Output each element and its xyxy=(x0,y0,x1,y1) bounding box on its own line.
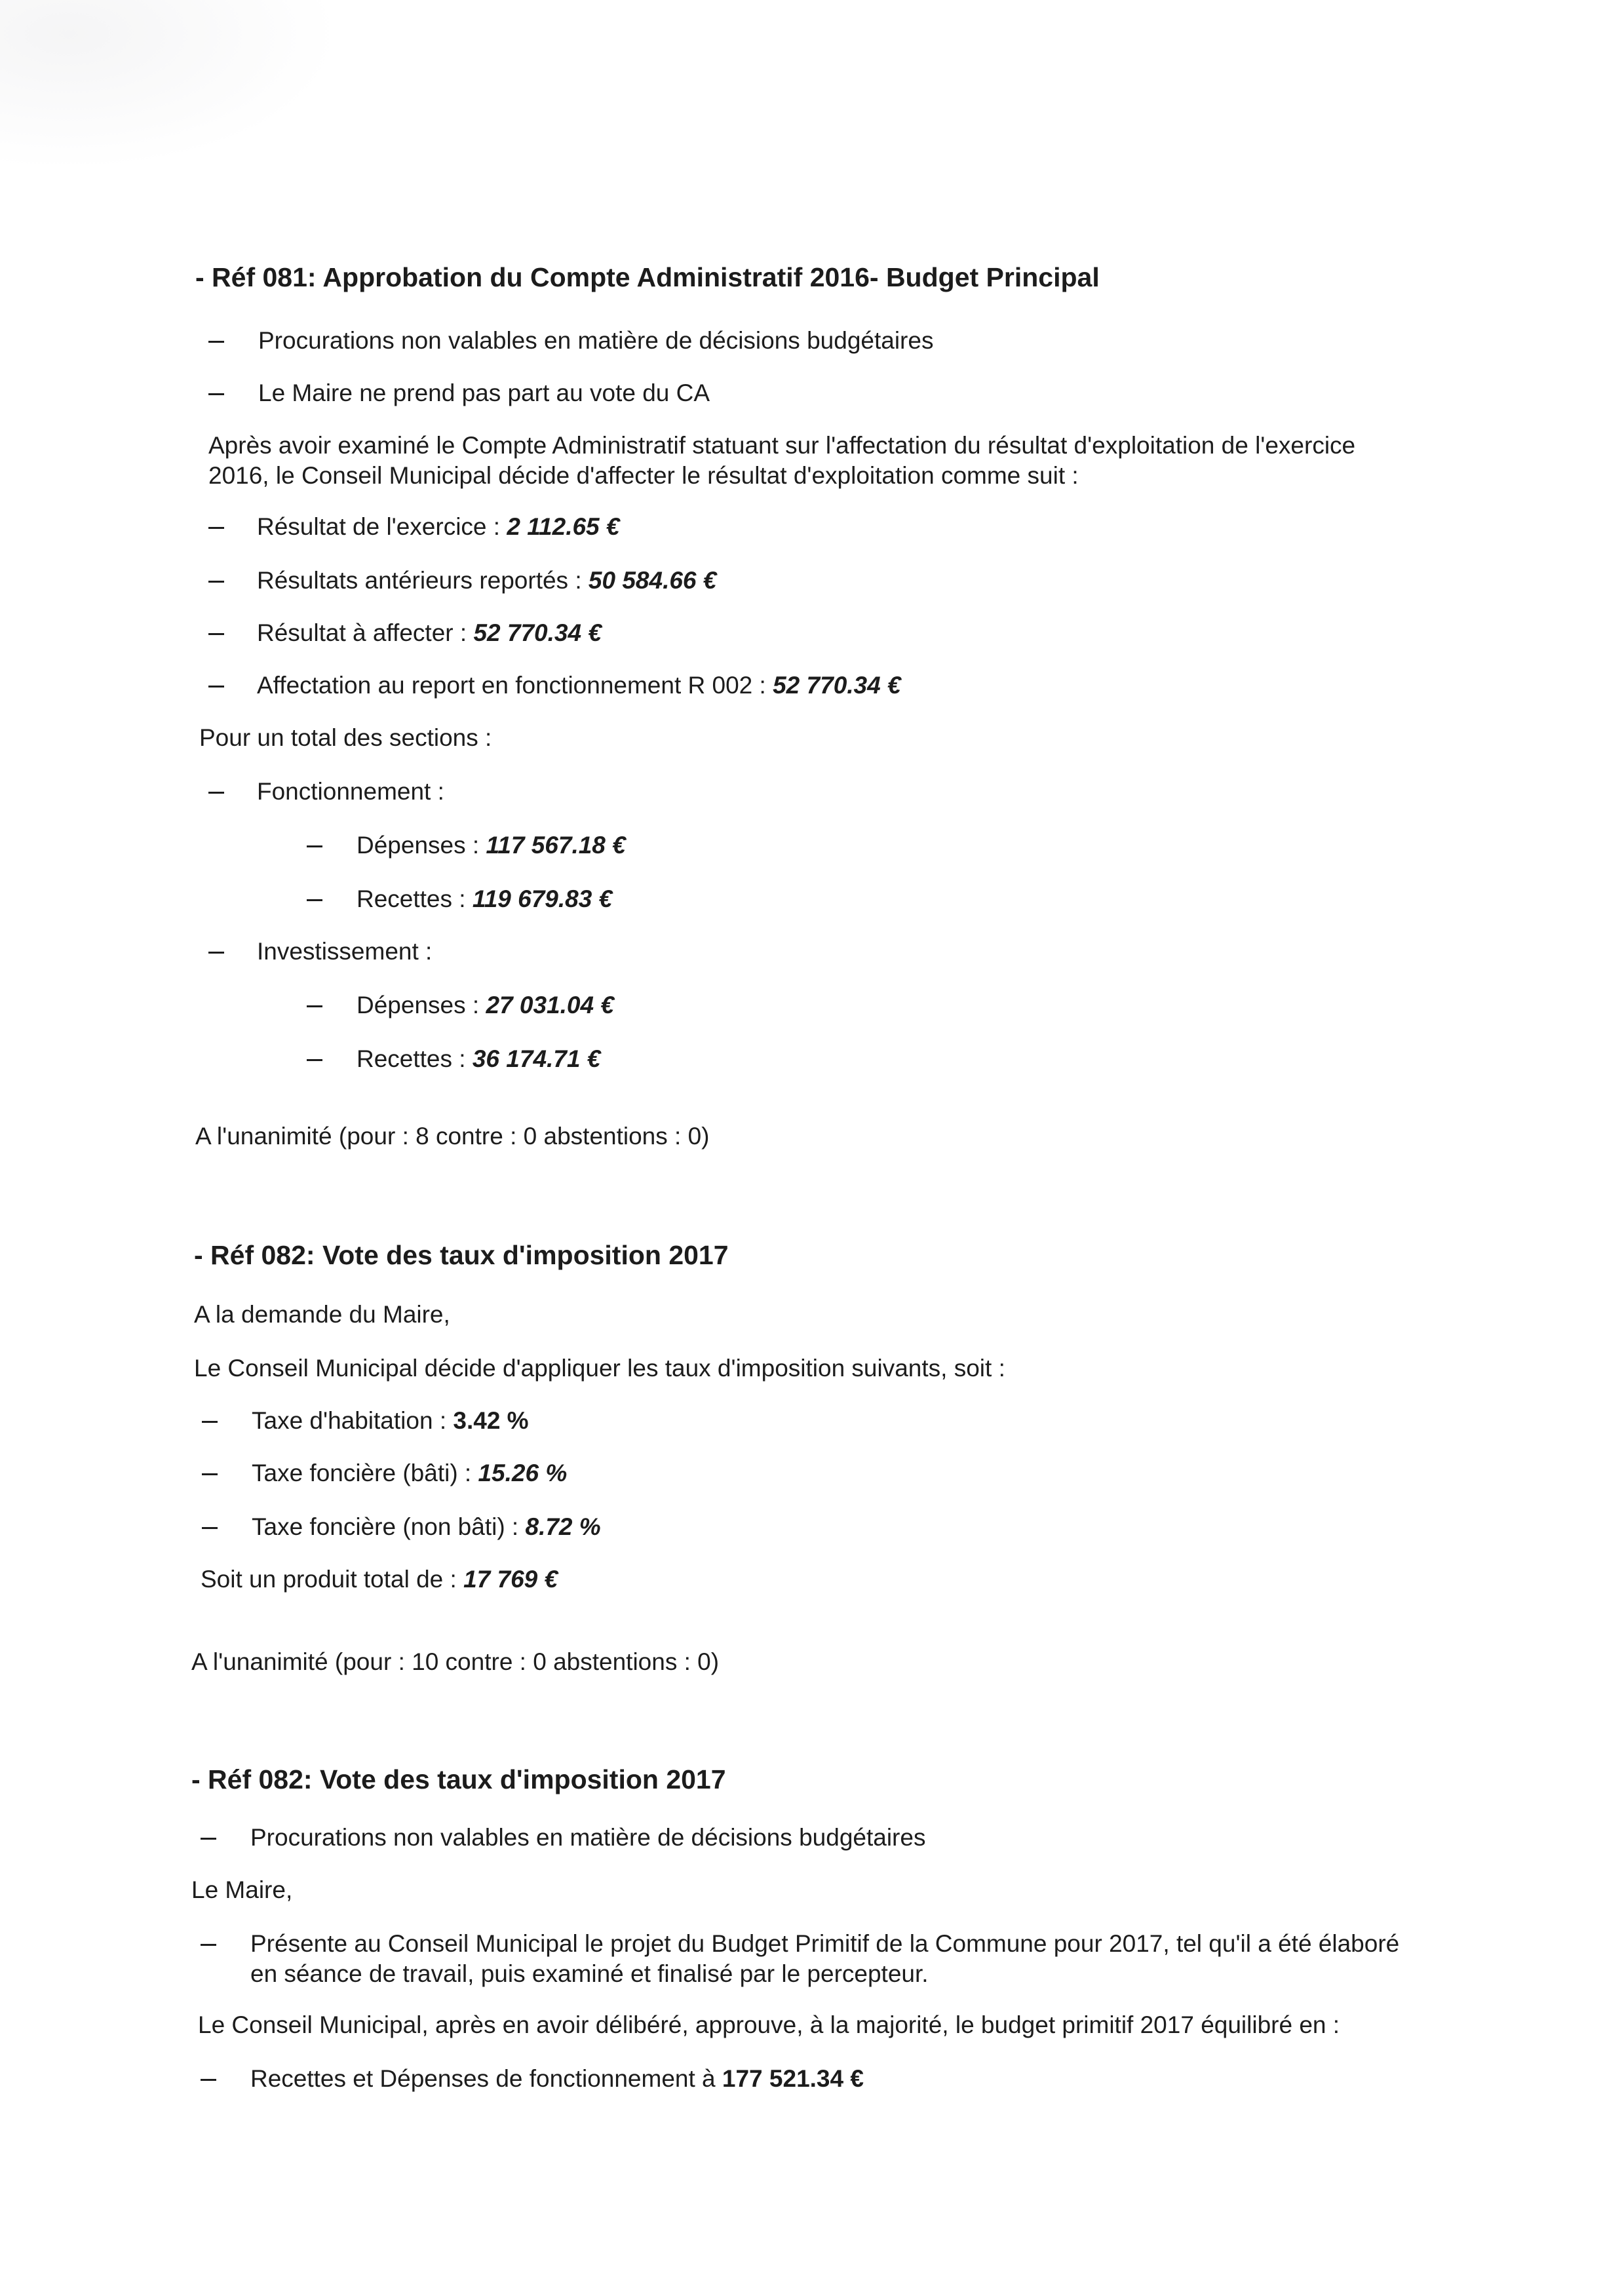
resultat-exercice-value: 2 112.65 € xyxy=(507,513,620,540)
resultats-anterieurs-value: 50 584.66 € xyxy=(588,567,717,594)
section2-title: - Réf 082: Vote des taux d'imposition 2017 xyxy=(194,1240,729,1270)
section3-title: - Réf 082: Vote des taux d'imposition 2017 xyxy=(191,1764,726,1794)
taxe-fonciere-non-bati-item xyxy=(252,1513,601,1541)
section1-paragraph-line1: Après avoir examiné le Compte Administratif statuant sur l'affectation du résultat d'exploitation de l'exercice xyxy=(208,432,1356,459)
dash-bullet xyxy=(208,633,224,635)
fonct-depenses-value: 117 567.18 € xyxy=(486,832,626,859)
dash-bullet xyxy=(307,1059,322,1061)
dash-bullet xyxy=(202,1421,218,1423)
taxe-fonciere-non-bati-label: Taxe foncière (non bâti) : xyxy=(252,1513,526,1540)
total-sections: Pour un total des sections : xyxy=(199,724,492,751)
section3-presente-line2: en séance de travail, puis examiné et finalisé par le percepteur. xyxy=(250,1960,929,1987)
invest-depenses-value: 27 031.04 € xyxy=(486,992,614,1018)
resultat-affecter-item xyxy=(257,619,602,648)
dash-bullet xyxy=(202,1473,218,1475)
section1-note2: Le Maire ne prend pas part au vote du CA xyxy=(258,379,710,406)
dash-bullet xyxy=(208,527,224,529)
taxe-fonciere-bati-value: 15.26 % xyxy=(478,1460,568,1486)
dash-bullet xyxy=(201,2079,216,2081)
section1-vote: A l'unanimité (pour : 8 contre : 0 abstentions : 0) xyxy=(195,1123,710,1150)
fonct-recettes-item xyxy=(357,885,612,914)
resultats-anterieurs-label: Résultats antérieurs reportés : xyxy=(257,567,589,594)
invest-recettes-item xyxy=(357,1045,600,1074)
section3-conseil: Le Conseil Municipal, après en avoir délibéré, approuve, à la majorité, le budget primitif 2017 équilibré en : xyxy=(198,2011,1340,2038)
dash-bullet xyxy=(307,1005,322,1007)
resultat-exercice-item xyxy=(257,513,620,541)
taxe-habitation-item xyxy=(252,1406,529,1435)
resultat-affecter-value: 52 770.34 € xyxy=(473,619,602,646)
dash-bullet xyxy=(208,792,224,794)
scan-smudge xyxy=(0,0,341,170)
section2-intro2: Le Conseil Municipal décide d'appliquer les taux d'imposition suivants, soit : xyxy=(194,1355,1005,1382)
invest-depenses-label: Dépenses : xyxy=(357,992,486,1018)
taxe-habitation-label: Taxe d'habitation : xyxy=(252,1407,454,1434)
dash-bullet xyxy=(208,393,224,395)
invest-depenses-item xyxy=(357,991,614,1020)
resultat-exercice-label: Résultat de l'exercice : xyxy=(257,513,507,540)
recettes-depenses-label: Recettes et Dépenses de fonctionnement à xyxy=(250,2065,722,2092)
produit-total-item xyxy=(201,1565,558,1594)
taxe-fonciere-bati-label: Taxe foncière (bâti) : xyxy=(252,1460,478,1486)
dash-bullet xyxy=(307,845,322,847)
recettes-depenses-item xyxy=(250,2064,864,2093)
section2-vote: A l'unanimité (pour : 10 contre : 0 abstentions : 0) xyxy=(191,1648,720,1675)
fonct-recettes-label: Recettes : xyxy=(357,885,473,912)
dash-bullet xyxy=(201,1944,216,1946)
invest-recettes-label: Recettes : xyxy=(357,1045,473,1072)
fonct-recettes-value: 119 679.83 € xyxy=(472,885,613,912)
affectation-item xyxy=(257,671,901,700)
dash-bullet xyxy=(202,1527,218,1529)
invest-recettes-value: 36 174.71 € xyxy=(472,1045,601,1072)
section1-title: - Réf 081: Approbation du Compte Administratif 2016- Budget Principal xyxy=(195,262,1100,292)
section1-note1: Procurations non valables en matière de décisions budgétaires xyxy=(258,327,934,354)
recettes-depenses-value: 177 521.34 € xyxy=(722,2065,864,2092)
dash-bullet xyxy=(307,899,322,901)
section3-maire: Le Maire, xyxy=(191,1876,293,1903)
dash-bullet xyxy=(201,1838,216,1840)
section3-presente-line1: Présente au Conseil Municipal le projet du Budget Primitif de la Commune pour 2017, tel qu'il a été élaboré xyxy=(250,1930,1400,1957)
dash-bullet xyxy=(208,686,224,688)
taxe-fonciere-non-bati-value: 8.72 % xyxy=(525,1513,601,1540)
affectation-value: 52 770.34 € xyxy=(773,672,901,699)
fonctionnement-label: Fonctionnement : xyxy=(257,778,444,805)
taxe-fonciere-bati-item xyxy=(252,1459,567,1488)
section3-note1: Procurations non valables en matière de décisions budgétaires xyxy=(250,1824,926,1851)
dash-bullet xyxy=(208,581,224,583)
investissement-label: Investissement : xyxy=(257,938,433,965)
affectation-label: Affectation au report en fonctionnement R 002 : xyxy=(257,672,773,699)
resultat-affecter-label: Résultat à affecter : xyxy=(257,619,474,646)
resultats-anterieurs-item xyxy=(257,566,716,595)
taxe-habitation-value: 3.42 % xyxy=(453,1407,529,1434)
fonct-depenses-label: Dépenses : xyxy=(357,832,486,859)
dash-bullet xyxy=(208,952,224,954)
section2-intro1: A la demande du Maire, xyxy=(194,1301,450,1328)
fonct-depenses-item xyxy=(357,831,626,860)
section1-paragraph-line2: 2016, le Conseil Municipal décide d'affecter le résultat d'exploitation comme suit : xyxy=(208,462,1079,489)
produit-total-label: Soit un produit total de : xyxy=(201,1566,464,1593)
dash-bullet xyxy=(208,341,224,343)
produit-total-value: 17 769 € xyxy=(463,1566,558,1593)
